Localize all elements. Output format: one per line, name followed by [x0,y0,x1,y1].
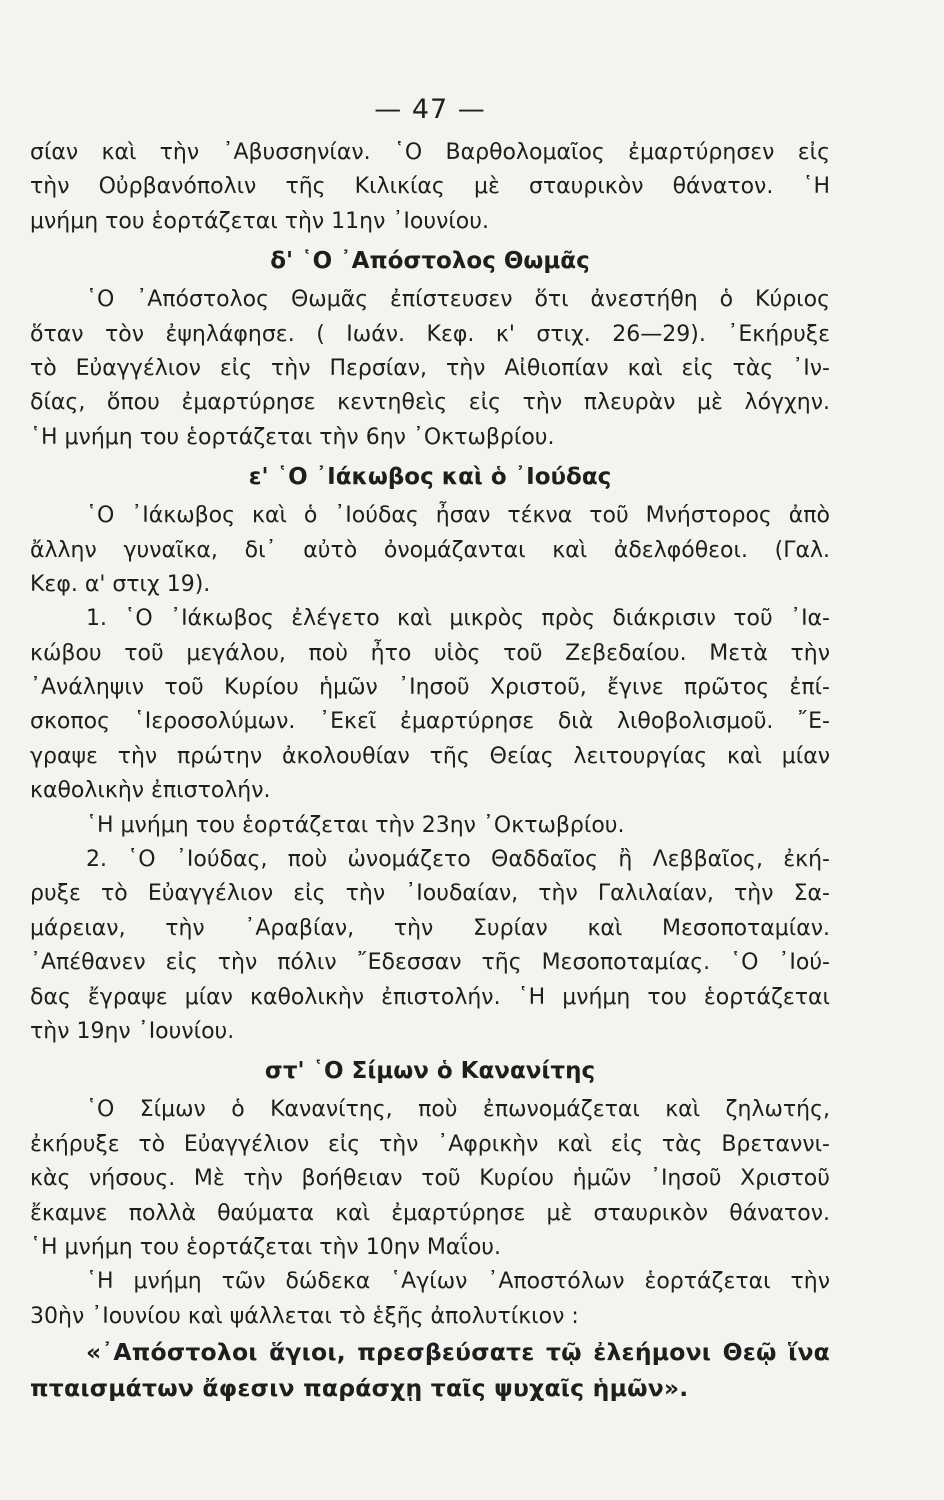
apolytikion-quote [30,1334,830,1406]
text-line: δίας, ὅπου ἐμαρτύρησε κεντηθεὶς εἰς τὴν πλευρὰν μὲ λόγχην. [30,390,830,416]
text-line: γραψε τὴν πρώτην ἀκολουθίαν τῆς Θείας λειτουργίας καὶ μίαν [30,743,830,769]
text-line: ῾Η μνήμη τῶν δώδεκα ῾Αγίων ᾿Αποστόλων ἑορτάζεται τὴν [86,1269,830,1295]
text-line: ῾Ο Σίμων ὁ Κανανίτης, ποὺ ἐπωνομάζεται καὶ ζηλωτής, [86,1097,830,1123]
text-line: ἔκαμνε πολλὰ θαύματα καὶ ἐμαρτύρησε μὲ σταυρικὸν θάνατον. [30,1200,830,1226]
text-line: τὴν 19ην ᾿Ιουνίου. [30,1018,235,1044]
quote-line: πταισμάτων ἄφεσιν παράσχῃ ταῖς ψυχαῖς ἡμῶν». [30,1374,689,1403]
paragraph-thomas [30,283,830,455]
section-heading-james-jude: ε' ῾Ο ᾿Ιάκωβος καὶ ὁ ᾿Ιούδας [248,464,612,491]
paragraph-james-jude [30,499,830,1049]
section-heading-simon: στ' ῾Ο Σίμων ὁ Κανανίτης [264,1058,596,1085]
section-heading-thomas: δ' ῾Ο ᾿Απόστολος Θωμᾶς [270,248,590,275]
text-line: ᾿Ανάληψιν τοῦ Κυρίου ἡμῶν ᾿Ιησοῦ Χριστοῦ, ἔγινε πρῶτος ἐπί- [30,675,830,701]
text-line: κώβου τοῦ μεγάλου, ποὺ ἦτο υἱὸς τοῦ Ζεβεδαίου. Μετὰ τὴν [30,640,830,666]
text-line: σίαν καὶ τὴν ᾿Αβυσσηνίαν. ῾Ο Βαρθολομαῖος ἐμαρτύρησεν εἰς [30,140,830,165]
page-number: — 47 — [374,94,486,125]
text-line: κὰς νήσους. Μὲ τὴν βοήθειαν τοῦ Κυρίου ἡμῶν ᾿Ιησοῦ Χριστοῦ [30,1166,830,1192]
text-line: ὅταν τὸν ἐψηλάφησε. ( Ιωάν. Κεφ. κ' στιχ. 26—29). ᾿Εκήρυξε [30,321,830,347]
paragraph-bartholomew-end [30,136,830,239]
text-line: 2. ῾Ο ᾿Ιούδας, ποὺ ὠνομάζετο Θαδδαῖος ἢ Λεββαῖος, ἐκή- [86,847,830,873]
text-line: ῾Ο ᾿Απόστολος Θωμᾶς ἐπίστευσεν ὅτι ἀνεστήθη ὁ Κύριος [86,287,830,313]
text-line: ῾Η μνήμη του ἑορτάζεται τὴν 23ην ᾿Οκτωβρίου. [86,812,625,838]
text-line: δας ἔγραψε μίαν καθολικὴν ἐπιστολήν. ῾Η μνήμη του ἑορτάζεται [30,984,830,1010]
text-line: ῾Ο ᾿Ιάκωβος καὶ ὁ ᾿Ιούδας ἦσαν τέκνα τοῦ Μνήστορος ἀπὸ [86,503,830,529]
text-line: μνήμη του ἑορτάζεται τὴν 11ην ᾿Ιουνίου. [30,208,489,234]
text-line: ᾿Απέθανεν εἰς τὴν πόλιν ῎Εδεσσαν τῆς Μεσοποταμίας. ῾Ο ᾿Ιού- [30,950,830,976]
text-line: Κεφ. α' στιχ 19). [30,571,211,597]
text-line: σκοπος ῾Ιεροσολύμων. ᾿Εκεῖ ἐμαρτύρησε διὰ λιθοβολισμοῦ. ῎Ε- [30,709,830,735]
text-line: τὸ Εὐαγγέλιον εἰς τὴν Περσίαν, τὴν Αἰθιοπίαν καὶ εἰς τὰς ᾿Ιν- [30,355,830,381]
text-line: ἄλλην γυναῖκα, δι᾿ αὐτὸ ὀνομάζανται καὶ ἀδελφόθεοι. (Γαλ. [30,537,830,563]
text-line: τὴν Οὐρβανόπολιν τῆς Κιλικίας μὲ σταυρικὸν θάνατον. ῾Η [30,174,830,200]
text-line: ῾Η μνήμη του ἑορτάζεται τὴν 6ην ᾿Οκτωβρίου. [30,424,555,450]
text-line: ρυξε τὸ Εὐαγγέλιον εἰς τὴν ᾿Ιουδαίαν, τὴν Γαλιλαίαν, τὴν Σα- [30,881,830,907]
text-line: 30ὴν ᾿Ιουνίου καὶ ψάλλεται τὸ ἑξῆς ἀπολυτίκιον : [30,1303,579,1329]
text-line: ῾Η μνήμη του ἑορτάζεται τὴν 10ην Μαΐου. [30,1234,502,1260]
paragraph-simon [30,1093,830,1334]
text-line: καθολικὴν ἐπιστολήν. [30,778,271,804]
text-line: μάρειαν, τὴν ᾿Αραβίαν, τὴν Συρίαν καὶ Μεσοποταμίαν. [30,915,830,941]
book-page [30,88,830,1406]
text-line: 1. ῾Ο ᾿Ιάκωβος ἐλέγετο καὶ μικρὸς πρὸς διάκρισιν τοῦ ᾿Ια- [86,606,830,632]
text-line: ἐκήρυξε τὸ Εὐαγγέλιον εἰς τὴν ᾿Αφρικὴν καὶ εἰς τὰς Βρεταννι- [30,1131,830,1157]
quote-line: «᾿Απόστολοι ἅγιοι, πρεσβεύσατε τῷ ἐλεήμονι Θεῷ ἵνα [86,1338,830,1367]
